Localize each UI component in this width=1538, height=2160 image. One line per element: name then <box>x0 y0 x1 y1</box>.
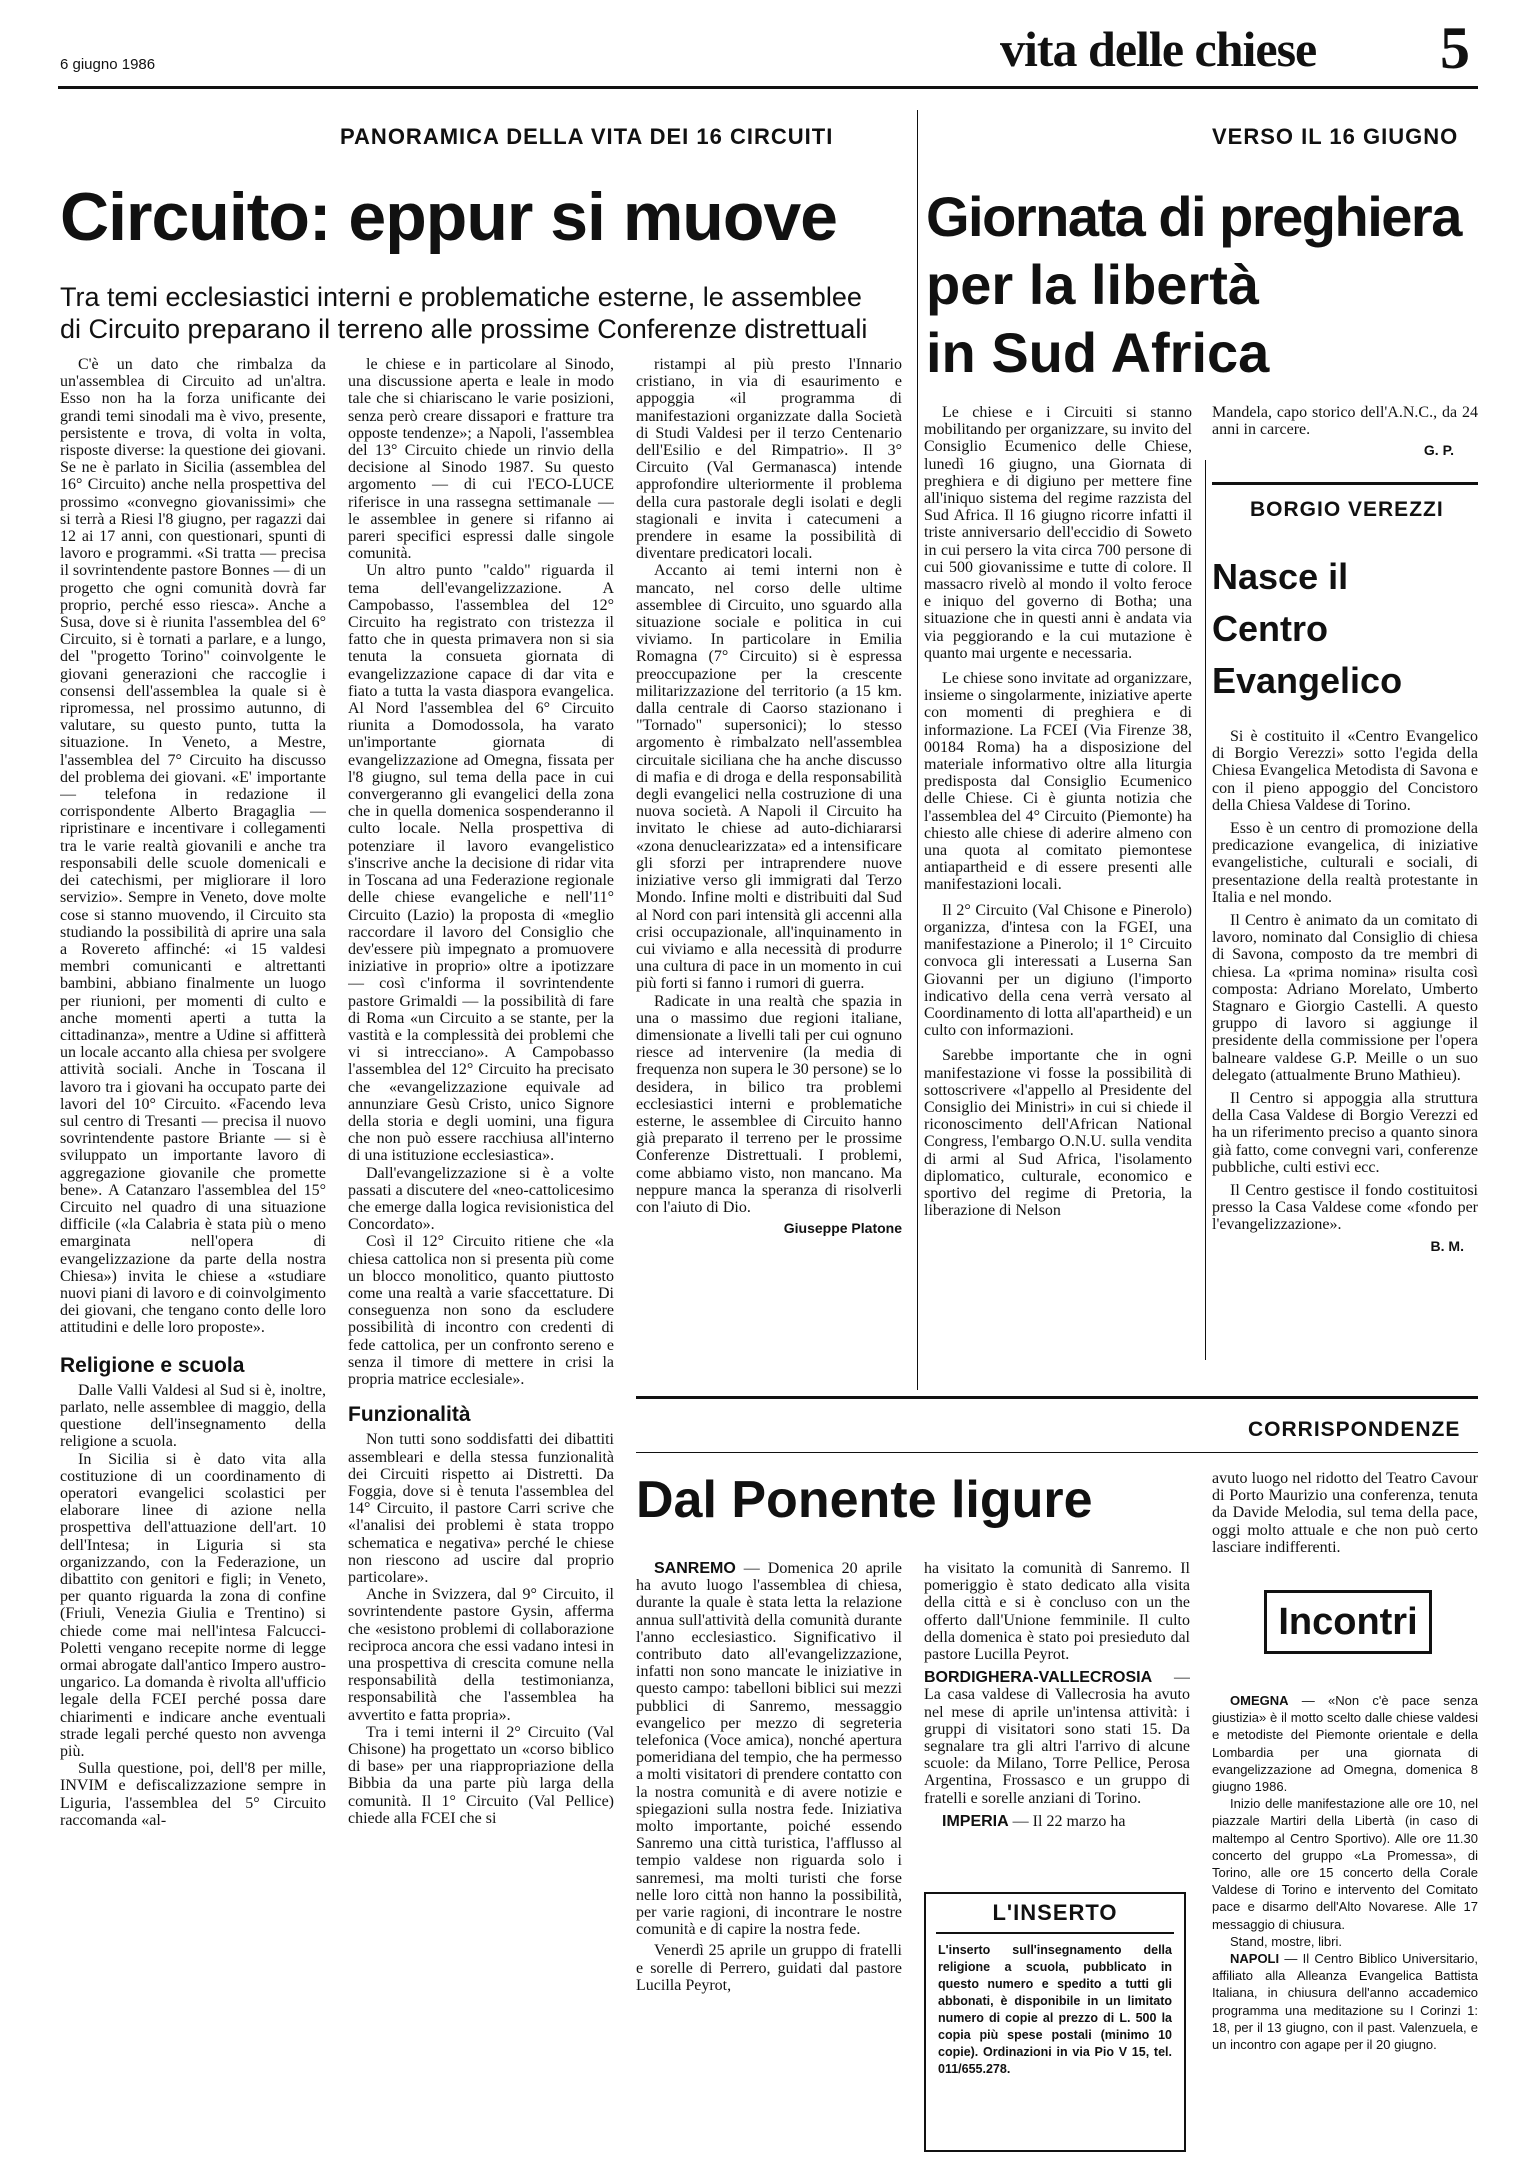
borgio-paragraph: Esso è un centro di promozione della predicazione evangelica, di iniziative evangelistiche, culturali e sociali, di presentazione della realtà protestante in Italia e nel mondo. <box>1212 820 1478 906</box>
section-funzionalita: Funzionalità <box>348 1403 471 1427</box>
right-kicker: VERSO IL 16 GIUGNO <box>1212 124 1459 149</box>
left-col2f-paragraph: Anche in Svizzera, dal 9° Circuito, il sovrintendente pastore Gysin, afferma che «esistono problemi di collaborazione reciproca ancora che essi vadano intesi in una prospettiva di crescita comune nella responsabilità della testimonianza, responsabilità che l'assemblea ha avvertito e fatta propria». <box>348 1586 614 1724</box>
borgio-headline-3: Evangelico <box>1212 660 1403 701</box>
inserto-box <box>924 1892 1186 2152</box>
corrispondenze-kicker: CORRISPONDENZE <box>1248 1418 1461 1441</box>
bordighera-text: — La casa valdese di Vallecrosia ha avuto nel mese di aprile un'intensa attività: i gruppi di visitatori sono stati 15. Da segnalare tra gli altri l'arrivo di alcune scuole: da Milano, Torre Pellice, Perosa Argentina, Frossasco e un gruppo di fratelli e sorelle anziani di Torino. <box>924 1669 1190 1807</box>
napoli-paragraph <box>1212 1950 1478 2053</box>
right-col1-paragraph: Le chiese e i Circuiti si stanno mobilitando per organizzare, su invito del Consiglio Ecumenico delle Chiese, lunedì 16 giugno, una Giornata di preghiera e di digiuno per mettere fine all'iniquo sistema del regime razzista del Sud Africa. Il 16 giugno ricorre infatti il triste anniversario dell'eccidio di Soweto in cui persero la vita circa 700 persone di cui 500 giovanissime e tutte di colore. Il massacro rivelò al mondo il volto feroce e iniquo del governo di Botha; una situazione che in questi anni è andata via via peggiorando e la cui mutazione è quanto mai urgente e necessaria. <box>924 404 1192 662</box>
left-subhead-2: di Circuito preparano il terreno alle prossime Conferenze distrettuali <box>60 314 868 344</box>
incontri-title: Incontri <box>1278 1601 1418 1643</box>
left-col2c-paragraph: Dall'evangelizzazione si è a volte passati a discutere del «neo-cattolicesimo che emerge dalla logica revisionistica del Concordato». <box>348 1164 614 1234</box>
borgio-rule <box>1212 482 1478 485</box>
omegna-paragraph <box>1212 1692 1478 1795</box>
bordighera-paragraph <box>924 1669 1190 1807</box>
corrispondenze-column-2 <box>924 1560 1190 1830</box>
borgio-paragraph: Il Centro è animato da un comitato di lavoro, nominato dal Consiglio di chiesa di Savona, composto da tre membri di chiesa. La «prima nomina» risulta così composta: Adriano Morelato, Umberto Stagnaro e Giorgio Castelli. A questo gruppo di lavoro si aggiunge il presidente della commissione per l'opera balneare valdese G.P. Meille o un suo delegato (attualmente Bruno Mathieu). <box>1212 912 1478 1084</box>
right-headline-2: per la libertà <box>926 253 1260 316</box>
borgio-kicker: BORGIO VEREZZI <box>1250 498 1444 521</box>
corrispondenze-column-1 <box>636 1560 902 2155</box>
left-col2d-paragraph: Così il 12° Circuito ritiene che «la chiesa cattolica non si presenta più come un blocco monolitico, quanto piuttosto come una realtà a varie sfaccettature. Di conseguenza non sono da escludere possibilità di incontro con credenti di fede cattolica, per un confronto sereno e senza il timore di mettere in crisi la propria matrice ecclesiale». <box>348 1233 614 1388</box>
right-column-2 <box>1212 404 1478 464</box>
borgio-paragraph: Il Centro si appoggia alla struttura della Casa Valdese di Borgio Verezzi ed ha un riferimento preciso a quanto sinora già fatto, come convegni vari, conferenze pubbliche, culti estivi ecc. <box>1212 1090 1478 1176</box>
masthead-date: 6 giugno 1986 <box>60 56 156 73</box>
left-col3-paragraph: ristampi al più presto l'Innario cristiano, in via di esaurimento e appoggia «il programma di manifestazioni organizzate dalla Società di Studi Valdesi per il terzo Centenario dell'Esilio e del Rimpatrio». Il 3° Circuito (Val Germanasca) intende approfondire ulteriormente il problema della cura pastorale degli isolati e degli stagionali e invita i catecumeni a prendere in esame la possibilità di diventare predicatori locali. <box>636 356 902 563</box>
right-column-1 <box>924 404 1192 1364</box>
right-col1c-paragraph: Il 2° Circuito (Val Chisone e Pinerolo) organizza, d'intesa con la FGEI, una manifestazione a Pinerolo; il 1° Circuito convoca gli interessati a Luserna San Giovanni per un digiuno (l'importo indicativo della cena verrà versato al Coordinamento di lotta all'apartheid) e un culto con informazioni. <box>924 901 1192 1040</box>
corrispondenze-rule <box>636 1396 1478 1399</box>
left-column-1 <box>60 356 326 2156</box>
left-col3b-paragraph: Accanto ai temi interni non è mancato, nel corso delle ultime assemblee di Circuito, uno sguardo alla situazione sociale e politica in cui viviamo. In particolare in Emilia Romagna (7° Circuito) si è espressa preoccupazione per la crescente militarizzazione del territorio (a 15 km. dalla centrale di Caorso stazionano i "Tornado" supersonici); lo stesso argomento è rimbalzato nell'assemblea circuitale siciliana che ha anche discusso di mafia e di droga e della responsabilità degli evangelici nella costruzione di una nuova società. A Napoli il Circuito ha invitato le chiese ad auto-dichiararsi «zona denuclearizzata» ed a intensificare gli sforzi per intraprendere nuove iniziative verso gli immigrati dal Terzo Mondo. Infine molti e distribuiti dal Sud al Nord con pari intensità gli accenni alla crisi occupazionale, all'inquinamento in cui viviamo e alla necessità di produrre una cultura di pace in un momento in cui più forti si fanno i rumori di guerra. <box>636 562 902 993</box>
corrispondenze-underline <box>636 1452 1478 1453</box>
inserto-text: L'inserto sull'insegnamento della religione a scuola, pubblicato in questo numero e spedito a tutti gli abbonati, è disponibile in un limitato numero di copie al prezzo di L. 500 la copia più spese postali (minimo 10 copie). Ordinazioni in via Pio V 15, tel. 011/655.278. <box>938 1943 1172 2076</box>
left-col1d-paragraph: Sulla questione, poi, dell'8 per mille, INVIM e defiscalizzazione sempre in Liguria, l'assemblea del 5° Circuito raccomanda «al- <box>60 1760 326 1829</box>
left-col1b-paragraph: Dalle Valli Valdesi al Sud si è, inoltre, parlato, nelle assemblee di maggio, della questione dell'insegnamento della religione a scuola. <box>60 1381 326 1451</box>
left-col1-paragraph: C'è un dato che rimbalza da un'assemblea di Circuito ad un'altra. Esso non ha la forza unificante dei grandi temi sinodali ma è vivo, presente, persistente e trova, di volta in volta, risposte diverse: la questione dei giovani. Se ne è parlato in Sicilia (assemblea del 16° Circuito) anche nella prospettiva del prossimo «convegno giovanissimi» che si terrà a Riesi l'8 giugno, per ragazzi dai 12 ai 17 anni, con questionari, spunti di lavoro e programmi. «Si tratta — precisa il sovrintendente pastore Bonnes — di un progetto che ogni comunità dovrà far proprio, perché esso riesca». Anche a Susa, dove si è riunita l'assemblea del 6° Circuito, si è tornati a parlare, e a lungo, del "progetto Torino" coinvolgente le giovani generazioni che raccoglie i consensi dell'assemblea la quale si è ripromessa, nel prossimo autunno, di valutare, su questo punto, tutta la situazione. In Veneto, a Mestre, l'assemblea del 7° Circuito ha discusso del problema dei giovani. «E' importante — telefona in redazione il corrispondente Alberto Bragaglia — ripristinare e incentivare i collegamenti tra le varie realtà giovanili e anche tra responsabili delle scuole domenicali e dei catechismi, per migliorare il loro servizio». Sempre in Veneto, dove molte cose si stanno muovendo, il Circuito sta studiando la possibilità di aprire una sala a Rovereto affinché: «i 15 valdesi membri comunicanti e altrettanti bambini, abbiano finalmente un luogo per riunioni, per momenti di culto e anche momenti aperti a tutta la cittadinanza», mentre a Udine si affitterà un locale accanto alla chiesa per svolgere attività sociali. Anche in Toscana il lavoro tra i giovani ha occupato parte dei lavori del 10° Circuito. «Facendo leva sul centro di Tresanti — precisa il nuovo sovrintendente pastore Briante — si è sviluppato un importante lavoro di aggregazione giovanile che promette bene». A Catanzaro l'assemblea del 15° Circuito nel quadro di una situazione difficile («la Calabria è stata più o meno emarginata nell'opera di evangelizzazione da parte della nostra Chiesa») invita le chiese a «studiare nuovi piani di lavoro e di coinvolgimento dei giovani, che tengano conto delle loro attitudini e delle loro proposte». <box>60 356 326 1337</box>
borgio-headline-1: Nasce il <box>1212 556 1349 597</box>
masthead-rule <box>58 86 1478 89</box>
omegna-label: OMEGNA <box>1230 1693 1289 1708</box>
column-divider <box>917 110 918 1390</box>
left-column-3 <box>636 356 902 1356</box>
column-divider <box>1205 460 1206 1360</box>
incontri-column <box>1212 1692 1478 2152</box>
left-col1c-paragraph: In Sicilia si è dato vita alla costituzione di un coordinamento di operatori evangelici scolastici per elaborare linee di azione nella prospettiva dell'attuazione dell'art. 10 dell'Intesa; in Liguria si sta organizzando, con la Federazione, un dibattito con genitori e figli; in Veneto, per quanto riguarda la zona di confine (Friuli, Venezia Giulia e Trentino) si chiede come mai nell'intesa Falcucci-Poletti vengano recepite norme di legge ormai abrogate dall'antico Impero austro-ungarico. La domanda è rivolta all'ufficio legale della FCEI perché possa dare chiarimenti e indicare anche eventuali strade legali perché questo non avvenga più. <box>60 1450 326 1761</box>
omegna-text: — «Non c'è pace senza giustizia» è il motto scelto dalle chiese valdesi e metodiste del Piemonte orientale e della Lombardia per una giornata di evangelizzazione ad Omegna, domenica 8 giugno 1986. <box>1212 1693 1478 1795</box>
bordighera-label: BORDIGHERA-VALLECROSIA <box>924 1669 1153 1687</box>
left-col2-paragraph: le chiese e in particolare al Sinodo, una discussione aperta e leale in modo tale che si chiariscano le varie posizioni, senza però creare dissapori e fratture tra opposte tendenze»; a Napoli, l'assemblea del 13° Circuito chiede un rinvio della decisione al Sinodo 1987. Su questo argomento — di cui l'ECO-LUCE riferisce in una rassegna settimanale — le assemblee in genere si rifanno ai pareri specifici espressi dalle singole comunità. <box>348 356 614 563</box>
left-kicker: PANORAMICA DELLA VITA DEI 16 CIRCUITI <box>340 124 834 149</box>
right-col2-paragraph: Mandela, capo storico dell'A.N.C., da 24 anni in carcere. <box>1212 404 1478 439</box>
imperia-continued: avuto luogo nel ridotto del Teatro Cavour di Porto Maurizio una conferenza, tenuta da Davide Melodia, sul tema della pace, oggi molto attuale e che non può certo lasciare indifferenti. <box>1212 1470 1478 1556</box>
perrero-paragraph: Venerdì 25 aprile un gruppo di fratelli e sorelle di Perrero, guidati dal pastore Lucilla Peyrot, <box>636 1942 902 1994</box>
left-col2e-paragraph: Non tutti sono soddisfatti dei dibattiti assembleari e della stessa funzionalità dei Circuiti rispetto ai Distretti. Da Foggia, dove si è tenuta l'assemblea del 14° Circuito, il pastore Carri scrive che «l'analisi dei problemi è stata troppo schematica e negativa» perché le chiese non riescono ad uscire dal proprio particolare». <box>348 1431 614 1587</box>
inserto-title: L'INSERTO <box>992 1900 1118 1925</box>
right-col1d-paragraph: Sarebbe importante che in ogni manifestazione vi fosse la possibilità di sottoscrivere «l'appello al Presidente del Consiglio dei Ministri» in cui si chiede il riconoscimento dell'African National Congress, l'embargo O.N.U. sulla vendita di armi al Sud Africa, l'isolamento diplomatico, culturale, economico e sportivo del regime di Pretoria, la liberazione di Nelson <box>924 1047 1192 1220</box>
left-signature: Giuseppe Platone <box>783 1220 902 1237</box>
inserto-rule <box>936 1932 1174 1934</box>
napoli-text: — Il Centro Biblico Universitario, affiliato alla Alleanza Evangelica Battista Italiana, in chiusura dell'anno accademico programma una meditazione su I Corinzi 1: 18, per il 13 giugno, con il past. Valenzuela, e un incontro con agape per il 20 giugno. <box>1212 1951 1478 2053</box>
borgio-column <box>1212 728 1478 1378</box>
omegna-paragraph-2: Inizio delle manifestazione alle ore 10, nel piazzale Martiri della Libertà (in caso di maltempo al Centro Sportivo). Alle ore 11.30 concerto del gruppo «La Promessa», di Torino, alle ore 15 concerto della Corale Valdese di Torino e intervento del Comitato pace e disarmo dell'Alto Novarese. Alle 17 messaggio di chiusura. <box>1212 1796 1478 1932</box>
borgio-headline-2: Centro <box>1212 608 1328 649</box>
sanremo-continued: ha visitato la comunità di Sanremo. Il pomeriggio è stato dedicato alla visita della città e si è concluso con un the offerto dall'Unione femminile. Il culto della domenica è stato poi presieduto dal pastore Lucilla Peyrot. <box>924 1560 1190 1664</box>
incontri-box <box>1264 1590 1432 1654</box>
borgio-paragraph: Il Centro gestisce il fondo costituitosi presso la Casa Valdese come «fondo per l'evangelizzazione». <box>1212 1182 1478 1234</box>
sanremo-text: — Domenica 20 aprile ha avuto luogo l'assemblea di chiesa, durante la quale è stata letta la relazione annua sull'attività della comunità durante l'anno ecclesiastico. Significativo il contributo dato all'evangelizzazione, infatti non sono mancate le iniziative in questo campo: tabelloni biblici sui mezzi pubblici di Sanremo, messaggio evangelico per mezzo di segreteria telefonica (Voce amica), nonché apertura pomeridiana del tempio, che ha permesso a molti visitatori di prendere contatto con la nostra comunità e di avere notizie e spiegazioni sulla nostra fede. Iniziativa molto importante, poiché essendo Sanremo una città turistica, l'afflusso al tempio valdese non riguarda solo i sanremesi, ma molti turisti che forse nelle loro città non hanno la possibilità, per varie ragioni, di incontrare le nostre comunità e di capire la nostra fede. <box>636 1560 902 1939</box>
corrispondenze-headline: Dal Ponente ligure <box>636 1471 1093 1529</box>
imperia-paragraph <box>924 1813 1190 1830</box>
corrispondenze-column-3 <box>1212 1470 1478 1580</box>
omegna-paragraph-3: Stand, mostre, libri. <box>1230 1933 1342 1949</box>
right-headline-3: in Sud Africa <box>926 321 1270 384</box>
left-column-2 <box>348 356 614 2156</box>
masthead-page-number: 5 <box>1440 15 1470 81</box>
left-col3c-paragraph: Radicate in una realtà che spazia in una o massimo due regioni italiane, dimensionate a livelli tali per cui ognuno riesce ad intervenire (la media di frequenza non supera le 30 persone) se lo desidera, in bilico tra problemi ecclesiastici interni e problematiche esterne, le assemblee di Circuito hanno già preparato il terreno per le prossime Conferenze Distrettuali. I problemi, come abbiamo visto, non mancano. Ma neppure manca la speranza di risolverli con l'aiuto di Dio. <box>636 992 902 1216</box>
sanremo-paragraph <box>636 1560 902 1938</box>
masthead-section: vita delle chiese <box>1000 21 1317 77</box>
borgio-paragraph: Si è costituito il «Centro Evangelico di Borgio Verezzi» sotto l'egida della Chiesa Evangelica Metodista di Savona e con il pieno appoggio del Concistoro della Chiesa Valdese di Torino. <box>1212 728 1478 814</box>
right-signature: G. P. <box>1423 442 1454 459</box>
napoli-label: NAPOLI <box>1230 1951 1280 1967</box>
imperia-label: IMPERIA <box>942 1812 1009 1830</box>
left-subhead-1: Tra temi ecclesiastici interni e problematiche esterne, le assemblee <box>60 282 862 312</box>
right-headline-1: Giornata di preghiera <box>926 185 1461 248</box>
right-col1b-paragraph: Le chiese sono invitate ad organizzare, insieme o singolarmente, iniziative aperte con momenti di preghiera e di informazione. La FCEI (Via Firenze 38, 00184 Roma) ha a disposizione del materiale informativo oltre alla liturgia predisposta dal Consiglio Ecumenico delle Chiese. Ci è giunta notizia che l'assemblea del 4° Circuito (Piemonte) ha chiesto alle chiese di aderire almeno con una quota al comitato piemontese antiapartheid e di essere presenti alle manifestazioni locali. <box>924 670 1192 894</box>
borgio-signature: B. M. <box>1430 1237 1464 1254</box>
section-religione-e-scuola: Religione e scuola <box>60 1353 245 1377</box>
left-headline: Circuito: eppur si muove <box>60 179 837 255</box>
left-col2g-paragraph: Tra i temi interni il 2° Circuito (Val Chisone) ha progettato un «corso biblico di base» per una riappropriazione della Bibbia da una parte più larga della comunità. Il 1° Circuito (Val Pellice) chiede alla FCEI che si <box>348 1723 614 1827</box>
left-col2b-paragraph: Un altro punto "caldo" riguarda il tema dell'evangelizzazione. A Campobasso, l'assemblea del 12° Circuito ha registrato con tristezza il fatto che in questa primavera non si sia tenuta la consueta giornata di evangelizzazione capace di dar vita e fiato a tutta la vasta diaspora evangelica. Al Nord l'assemblea del 6° Circuito riunita a Domodossola, ha varato un'importante giornata di evangelizzazione ad Omegna, fissata per l'8 giugno, sul tema della pace in cui convergeranno gli evangelici della zona che in quella domenica sospenderanno il culto locale. Nella prospettiva di potenziare il lavoro evangelistico s'inscrive anche la decisione di ridar vita in Toscana ad una Federazione regionale delle chiese evangeliche e nell'11° Circuito (Lazio) la proposta di «meglio raccordare il lavoro del Consiglio che dev'essere più impegnato a promuovere iniziative in proprio» oltre a ipotizzare — così c'informa il sovrintendente pastore Grimaldi — la possibilità di fare di Roma «un Circuito a se stante, per la vastità e la complessità dei problemi che vi si intrecciano». A Campobasso l'assemblea del 12° Circuito ha precisato che «evangelizzazione equivale ad annunziare Gesù Cristo, unico Signore della storia e degli uomini, una figura che non può essere racchiusa all'interno di una istituzione ecclesiastica». <box>348 562 614 1165</box>
imperia-text: — Il 22 marzo ha <box>1008 1812 1126 1830</box>
sanremo-label: SANREMO <box>654 1560 736 1577</box>
